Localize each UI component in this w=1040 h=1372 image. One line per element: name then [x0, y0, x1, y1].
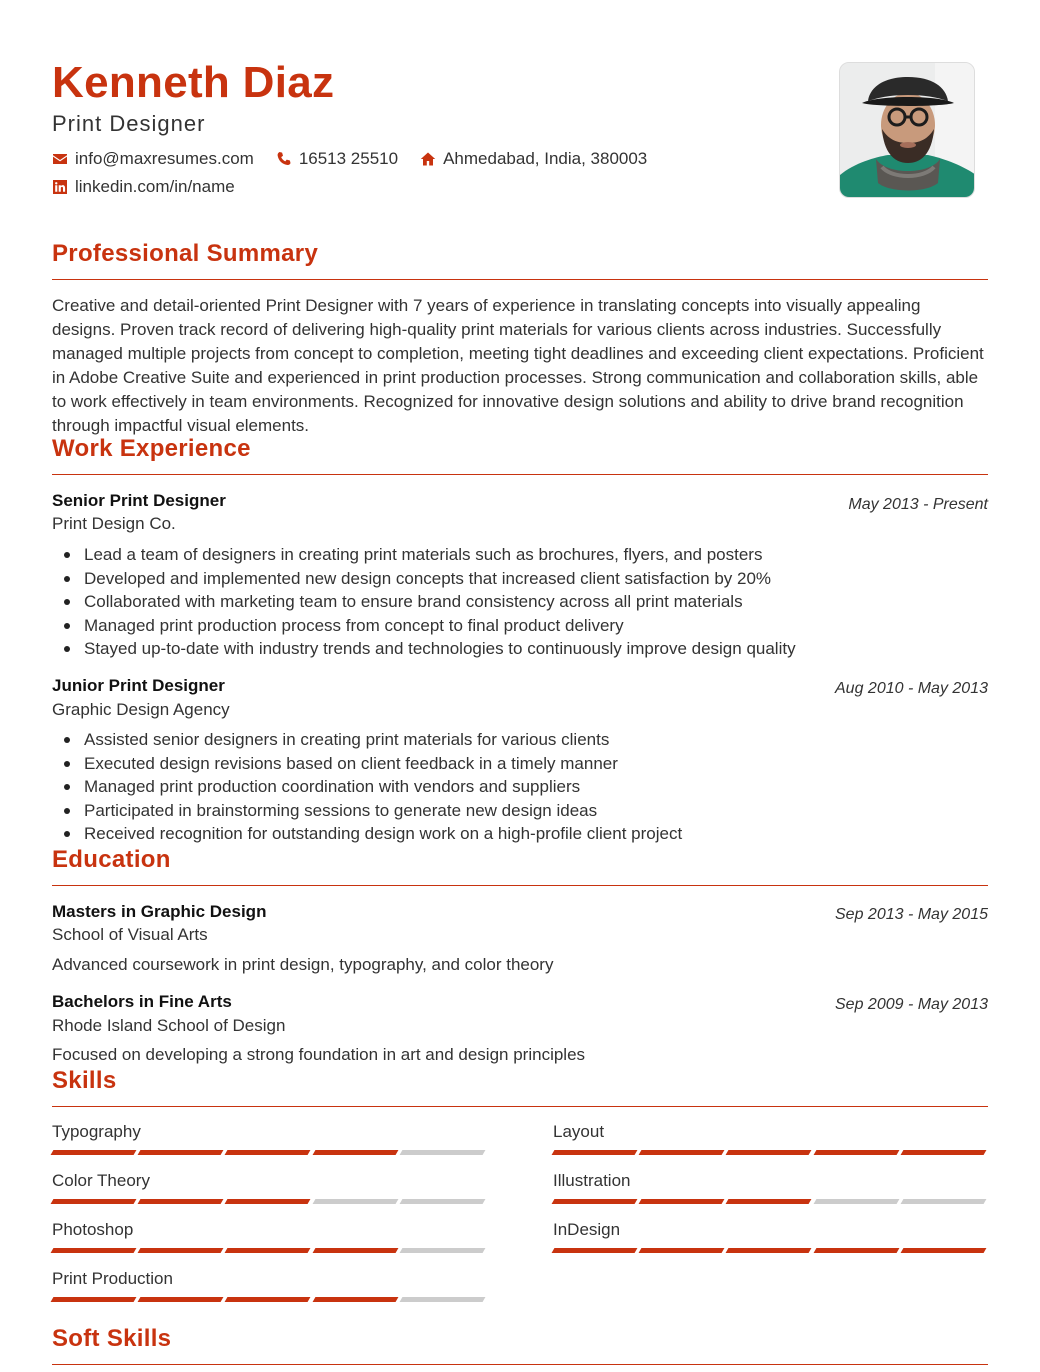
- list-item: Received recognition for outstanding design work on a high-profile client project: [84, 822, 682, 846]
- list-item: Executed design revisions based on client feedback in a timely manner: [84, 752, 682, 776]
- contact-row-primary: [52, 149, 669, 169]
- contact-linkedin[interactable]: [52, 177, 235, 197]
- skill-segment-filled: [51, 1297, 137, 1302]
- job-organization: Graphic Design Agency: [52, 700, 230, 719]
- skill-segment-filled: [726, 1150, 812, 1155]
- email-text: info@maxresumes.com: [75, 149, 254, 168]
- list-item: Collaborated with marketing team to ensure brand consistency across all print materials: [84, 590, 796, 614]
- contact-phone[interactable]: [276, 149, 398, 169]
- skill-segment-filled: [813, 1150, 899, 1155]
- candidate-title: Print Designer: [52, 111, 206, 136]
- skill-segment-filled: [51, 1150, 137, 1155]
- section-title-summary: Professional Summary: [52, 240, 319, 267]
- skill-segment-filled: [225, 1199, 311, 1204]
- skill-segment-filled: [726, 1199, 812, 1204]
- skill-item: [553, 1122, 989, 1155]
- skill-name: Color Theory: [52, 1171, 150, 1190]
- skill-level-bar: [553, 1248, 989, 1253]
- skill-item: [52, 1220, 488, 1253]
- skill-segment-filled: [138, 1248, 224, 1253]
- skill-segment-filled: [51, 1199, 137, 1204]
- skill-level-bar: [52, 1150, 488, 1155]
- education-description: Advanced coursework in print design, typography, and color theory: [52, 955, 554, 974]
- skill-segment-empty: [312, 1199, 398, 1204]
- skill-segment-filled: [552, 1150, 638, 1155]
- skill-segment-filled: [312, 1248, 398, 1253]
- skill-segment-filled: [552, 1199, 638, 1204]
- skill-segment-filled: [225, 1297, 311, 1302]
- education-date: Sep 2009 - May 2013: [835, 996, 988, 1013]
- skill-segment-filled: [138, 1150, 224, 1155]
- skill-segment-filled: [813, 1248, 899, 1253]
- linkedin-icon: [52, 179, 68, 195]
- job-bullets: [84, 543, 796, 661]
- list-item: Lead a team of designers in creating print materials such as brochures, flyers, and posters: [84, 543, 796, 567]
- list-item: Assisted senior designers in creating print materials for various clients: [84, 728, 682, 752]
- skill-segment-filled: [900, 1248, 986, 1253]
- skill-segment-filled: [639, 1199, 725, 1204]
- degree-title: Bachelors in Fine Arts: [52, 992, 232, 1011]
- job-title: Junior Print Designer: [52, 676, 225, 695]
- job-organization: Print Design Co.: [52, 514, 176, 533]
- section-divider: [52, 474, 988, 475]
- section-divider: [52, 279, 988, 280]
- skill-segment-empty: [399, 1248, 485, 1253]
- list-item: Managed print production process from concept to final product delivery: [84, 614, 796, 638]
- section-divider: [52, 885, 988, 886]
- skill-level-bar: [52, 1248, 488, 1253]
- section-title-skills: Skills: [52, 1067, 117, 1094]
- skill-segment-empty: [813, 1199, 899, 1204]
- skill-segment-empty: [399, 1297, 485, 1302]
- phone-icon: [276, 151, 292, 167]
- section-title-experience: Work Experience: [52, 435, 251, 462]
- skill-segment-filled: [639, 1150, 725, 1155]
- skill-item: [52, 1122, 488, 1155]
- school-name: Rhode Island School of Design: [52, 1016, 286, 1035]
- skill-segment-filled: [138, 1297, 224, 1302]
- education-description: Focused on developing a strong foundation in art and design principles: [52, 1045, 586, 1064]
- contact-location: [420, 149, 647, 169]
- location-text: Ahmedabad, India, 380003: [443, 149, 648, 168]
- section-divider: [52, 1364, 988, 1365]
- candidate-name: Kenneth Diaz: [52, 58, 335, 107]
- list-item: Participated in brainstorming sessions to generate new design ideas: [84, 799, 682, 823]
- degree-title: Masters in Graphic Design: [52, 902, 267, 921]
- profile-photo: [839, 62, 975, 198]
- skill-segment-filled: [639, 1248, 725, 1253]
- skill-segment-filled: [726, 1248, 812, 1253]
- skill-level-bar: [52, 1297, 488, 1302]
- list-item: Managed print production coordination with vendors and suppliers: [84, 775, 682, 799]
- job-bullets: [84, 728, 682, 846]
- contact-row-secondary: [52, 177, 257, 197]
- summary-text: Creative and detail-oriented Print Designer with 7 years of experience in translating concepts into visually appealing designs. Proven track record of delivering high-quality print materials for various clients across industries. Successfully managed multiple projects from concept to completion, meeting tight deadlines and exceeding client expectations. Proficient in Adobe Creative Suite and experienced in print production processes. Strong communication and collaboration skills, able to work effectively in team environments. Recognized for innovative design solutions and ability to drive brand recognition through impactful visual elements.: [52, 296, 984, 435]
- skill-segment-filled: [138, 1199, 224, 1204]
- avatar-illustration: [840, 63, 975, 198]
- job-title: Senior Print Designer: [52, 491, 226, 510]
- skill-name: Print Production: [52, 1269, 173, 1288]
- section-divider: [52, 1106, 988, 1107]
- skill-level-bar: [52, 1199, 488, 1204]
- skill-name: Illustration: [553, 1171, 631, 1190]
- skill-segment-filled: [225, 1248, 311, 1253]
- skill-segment-empty: [399, 1150, 485, 1155]
- skill-segment-filled: [312, 1297, 398, 1302]
- skill-segment-filled: [552, 1248, 638, 1253]
- skill-item: [553, 1171, 989, 1204]
- skill-item: [553, 1220, 989, 1253]
- skill-segment-empty: [900, 1199, 986, 1204]
- skill-name: InDesign: [553, 1220, 621, 1239]
- skill-level-bar: [553, 1150, 989, 1155]
- school-name: School of Visual Arts: [52, 925, 208, 944]
- list-item: Stayed up-to-date with industry trends and technologies to continuously improve design quality: [84, 637, 796, 661]
- contact-email[interactable]: [52, 149, 254, 169]
- envelope-icon: [52, 151, 68, 167]
- section-title-soft-skills: Soft Skills: [52, 1325, 172, 1352]
- skill-level-bar: [553, 1199, 989, 1204]
- skill-segment-filled: [225, 1150, 311, 1155]
- skill-segment-filled: [51, 1248, 137, 1253]
- education-date: Sep 2013 - May 2015: [835, 906, 988, 923]
- linkedin-text: linkedin.com/in/name: [75, 177, 235, 196]
- skill-name: Typography: [52, 1122, 141, 1141]
- home-icon: [420, 151, 436, 167]
- list-item: Developed and implemented new design concepts that increased client satisfaction by 20%: [84, 567, 796, 591]
- job-date: Aug 2010 - May 2013: [835, 680, 988, 697]
- phone-text: 16513 25510: [298, 149, 399, 168]
- skill-segment-filled: [312, 1150, 398, 1155]
- skill-item: [52, 1171, 488, 1204]
- skill-item: [52, 1269, 488, 1302]
- skill-segment-filled: [900, 1150, 986, 1155]
- skill-segment-empty: [399, 1199, 485, 1204]
- section-title-education: Education: [52, 846, 171, 873]
- job-date: May 2013 - Present: [848, 496, 988, 513]
- skill-name: Layout: [553, 1122, 605, 1141]
- skill-name: Photoshop: [52, 1220, 134, 1239]
